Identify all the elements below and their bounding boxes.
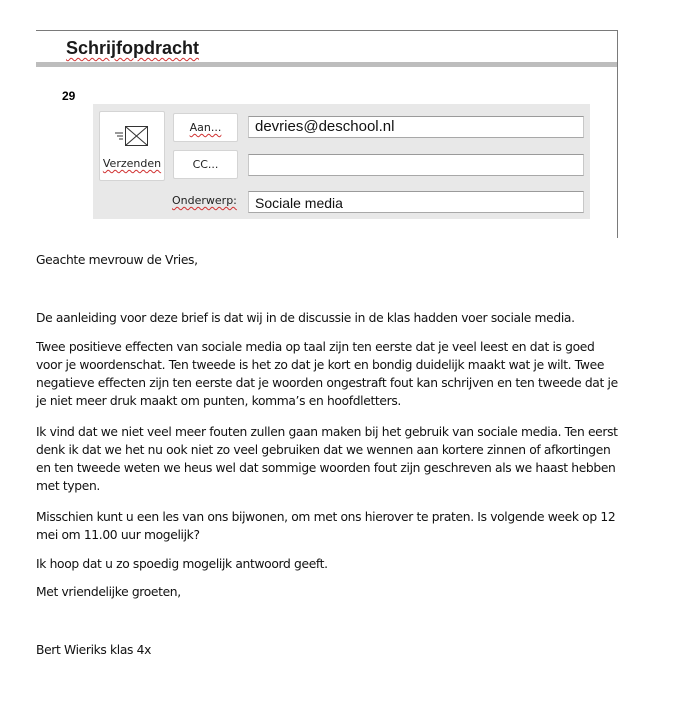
page-title: Schrijfopdracht (66, 38, 200, 58)
subject-field[interactable]: Sociale media (248, 191, 584, 213)
frame-top-border (36, 30, 618, 31)
to-button-label: Aan... (189, 121, 222, 134)
to-button[interactable] (173, 113, 238, 142)
envelope-send-icon (113, 124, 151, 151)
letter-paragraph-2: Twee positieve effecten van sociale media op taal zijn ten eerste dat je veel leest en dat is goed voor je woordenschat. Ten tweede is het zo dat je kort en bondig duidelijk maakt wat je wilt. Twee negatieve effecten zijn ten eerste dat je woorden ongestraft fout kan schrijven en ten tweede dat je je niet meer druk maakt om punten, komma’s en hoofdletters. (36, 340, 618, 408)
letter-paragraph-4: Misschien kunt u een les van ons bijwonen, om met ons hierover te praten. Is volgende week op 12 mei om 11.00 uur mogelijk? (36, 510, 616, 542)
to-field[interactable]: devries@deschool.nl (248, 116, 584, 138)
letter-paragraph-1: De aanleiding voor deze brief is dat wij in de discussie in de klas hadden voer sociale media. (36, 311, 575, 325)
letter-signature: Bert Wieriks klas 4x (36, 643, 152, 657)
subject-label: Onderwerp: (172, 194, 237, 207)
question-number: 29 (62, 89, 76, 103)
letter-salutation: Geachte mevrouw de Vries, (36, 253, 198, 267)
letter-paragraph-3: Ik vind dat we niet veel meer fouten zullen gaan maken bij het gebruik van sociale media. Ten eerst denk ik dat we het nu ook niet zo veel gebruiken dat we wennen aan kortere zinnen of afkortingen en ten tweede weten we heus wel dat sommige woorden fout zijn geschreven als we haast hebben met typen. (36, 425, 618, 493)
title-divider (36, 62, 617, 67)
letter-paragraph-5: Ik hoop dat u zo spoedig mogelijk antwoord geeft. (36, 557, 328, 571)
frame-right-border (617, 30, 618, 238)
send-button-label: Verzenden (102, 157, 162, 170)
cc-button[interactable] (173, 150, 238, 179)
letter-closing: Met vriendelijke groeten, (36, 585, 181, 599)
email-compose-panel (93, 104, 590, 219)
cc-field[interactable] (248, 154, 584, 176)
cc-button-label: CC... (192, 158, 219, 171)
send-button[interactable] (99, 111, 165, 181)
